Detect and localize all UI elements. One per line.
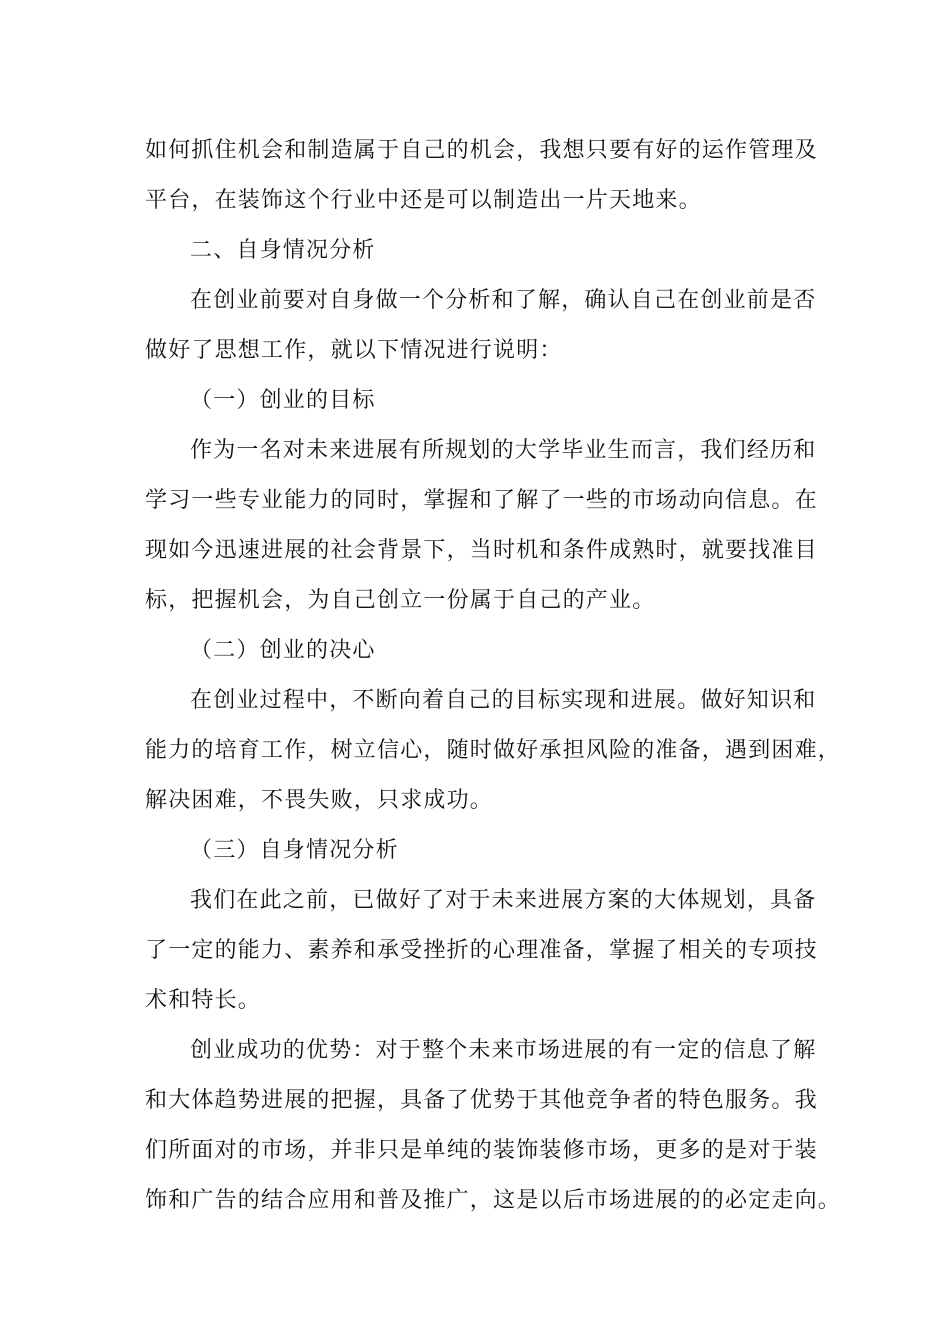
text-line: 能力的培育工作，树立信心，随时做好承担风险的准备，遇到困难， [145,738,842,763]
text-line: 我们在此之前，已做好了对于未来进展方案的大体规划，具备 [190,888,817,913]
text-line: 饰和广告的结合应用和普及推广，这是以后市场进展的的必定走向。 [145,1188,842,1213]
text-line: 如何抓住机会和制造属于自己的机会，我想只要有好的运作管理及 [145,138,818,163]
subsection-heading: （二）创业的决心 [190,638,376,663]
text-line: 标，把握机会，为自己创立一份属于自己的产业。 [145,588,656,613]
text-line: 术和特长。 [145,988,262,1013]
text-line: 做好了思想工作，就以下情况进行说明： [145,338,563,363]
section-heading: 二、自身情况分析 [190,238,376,263]
text-line: 创业成功的优势：对于整个未来市场进展的有一定的信息了解 [190,1038,817,1063]
text-line: 和大体趋势进展的把握，具备了优势于其他竞争者的特色服务。我 [145,1088,818,1113]
text-line: 了一定的能力、素养和承受挫折的心理准备，掌握了相关的专项技 [145,938,818,963]
text-line: 们所面对的市场，并非只是单纯的装饰装修市场，更多的是对于装 [145,1138,818,1163]
subsection-heading: （一）创业的目标 [190,388,376,413]
text-line: 在创业前要对自身做一个分析和了解，确认自己在创业前是否 [190,288,817,313]
text-line: 作为一名对未来进展有所规划的大学毕业生而言，我们经历和 [190,438,817,463]
subsection-heading: （三）自身情况分析 [190,838,399,863]
text-line: 学习一些专业能力的同时，掌握和了解了一些的市场动向信息。在 [145,488,818,513]
text-line: 平台，在装饰这个行业中还是可以制造出一片天地来。 [145,188,702,213]
text-line: 解决困难，不畏失败，只求成功。 [145,788,494,813]
text-line: 在创业过程中，不断向着自己的目标实现和进展。做好知识和 [190,688,817,713]
text-line: 现如今迅速进展的社会背景下，当时机和条件成熟时，就要找准目 [145,538,818,563]
